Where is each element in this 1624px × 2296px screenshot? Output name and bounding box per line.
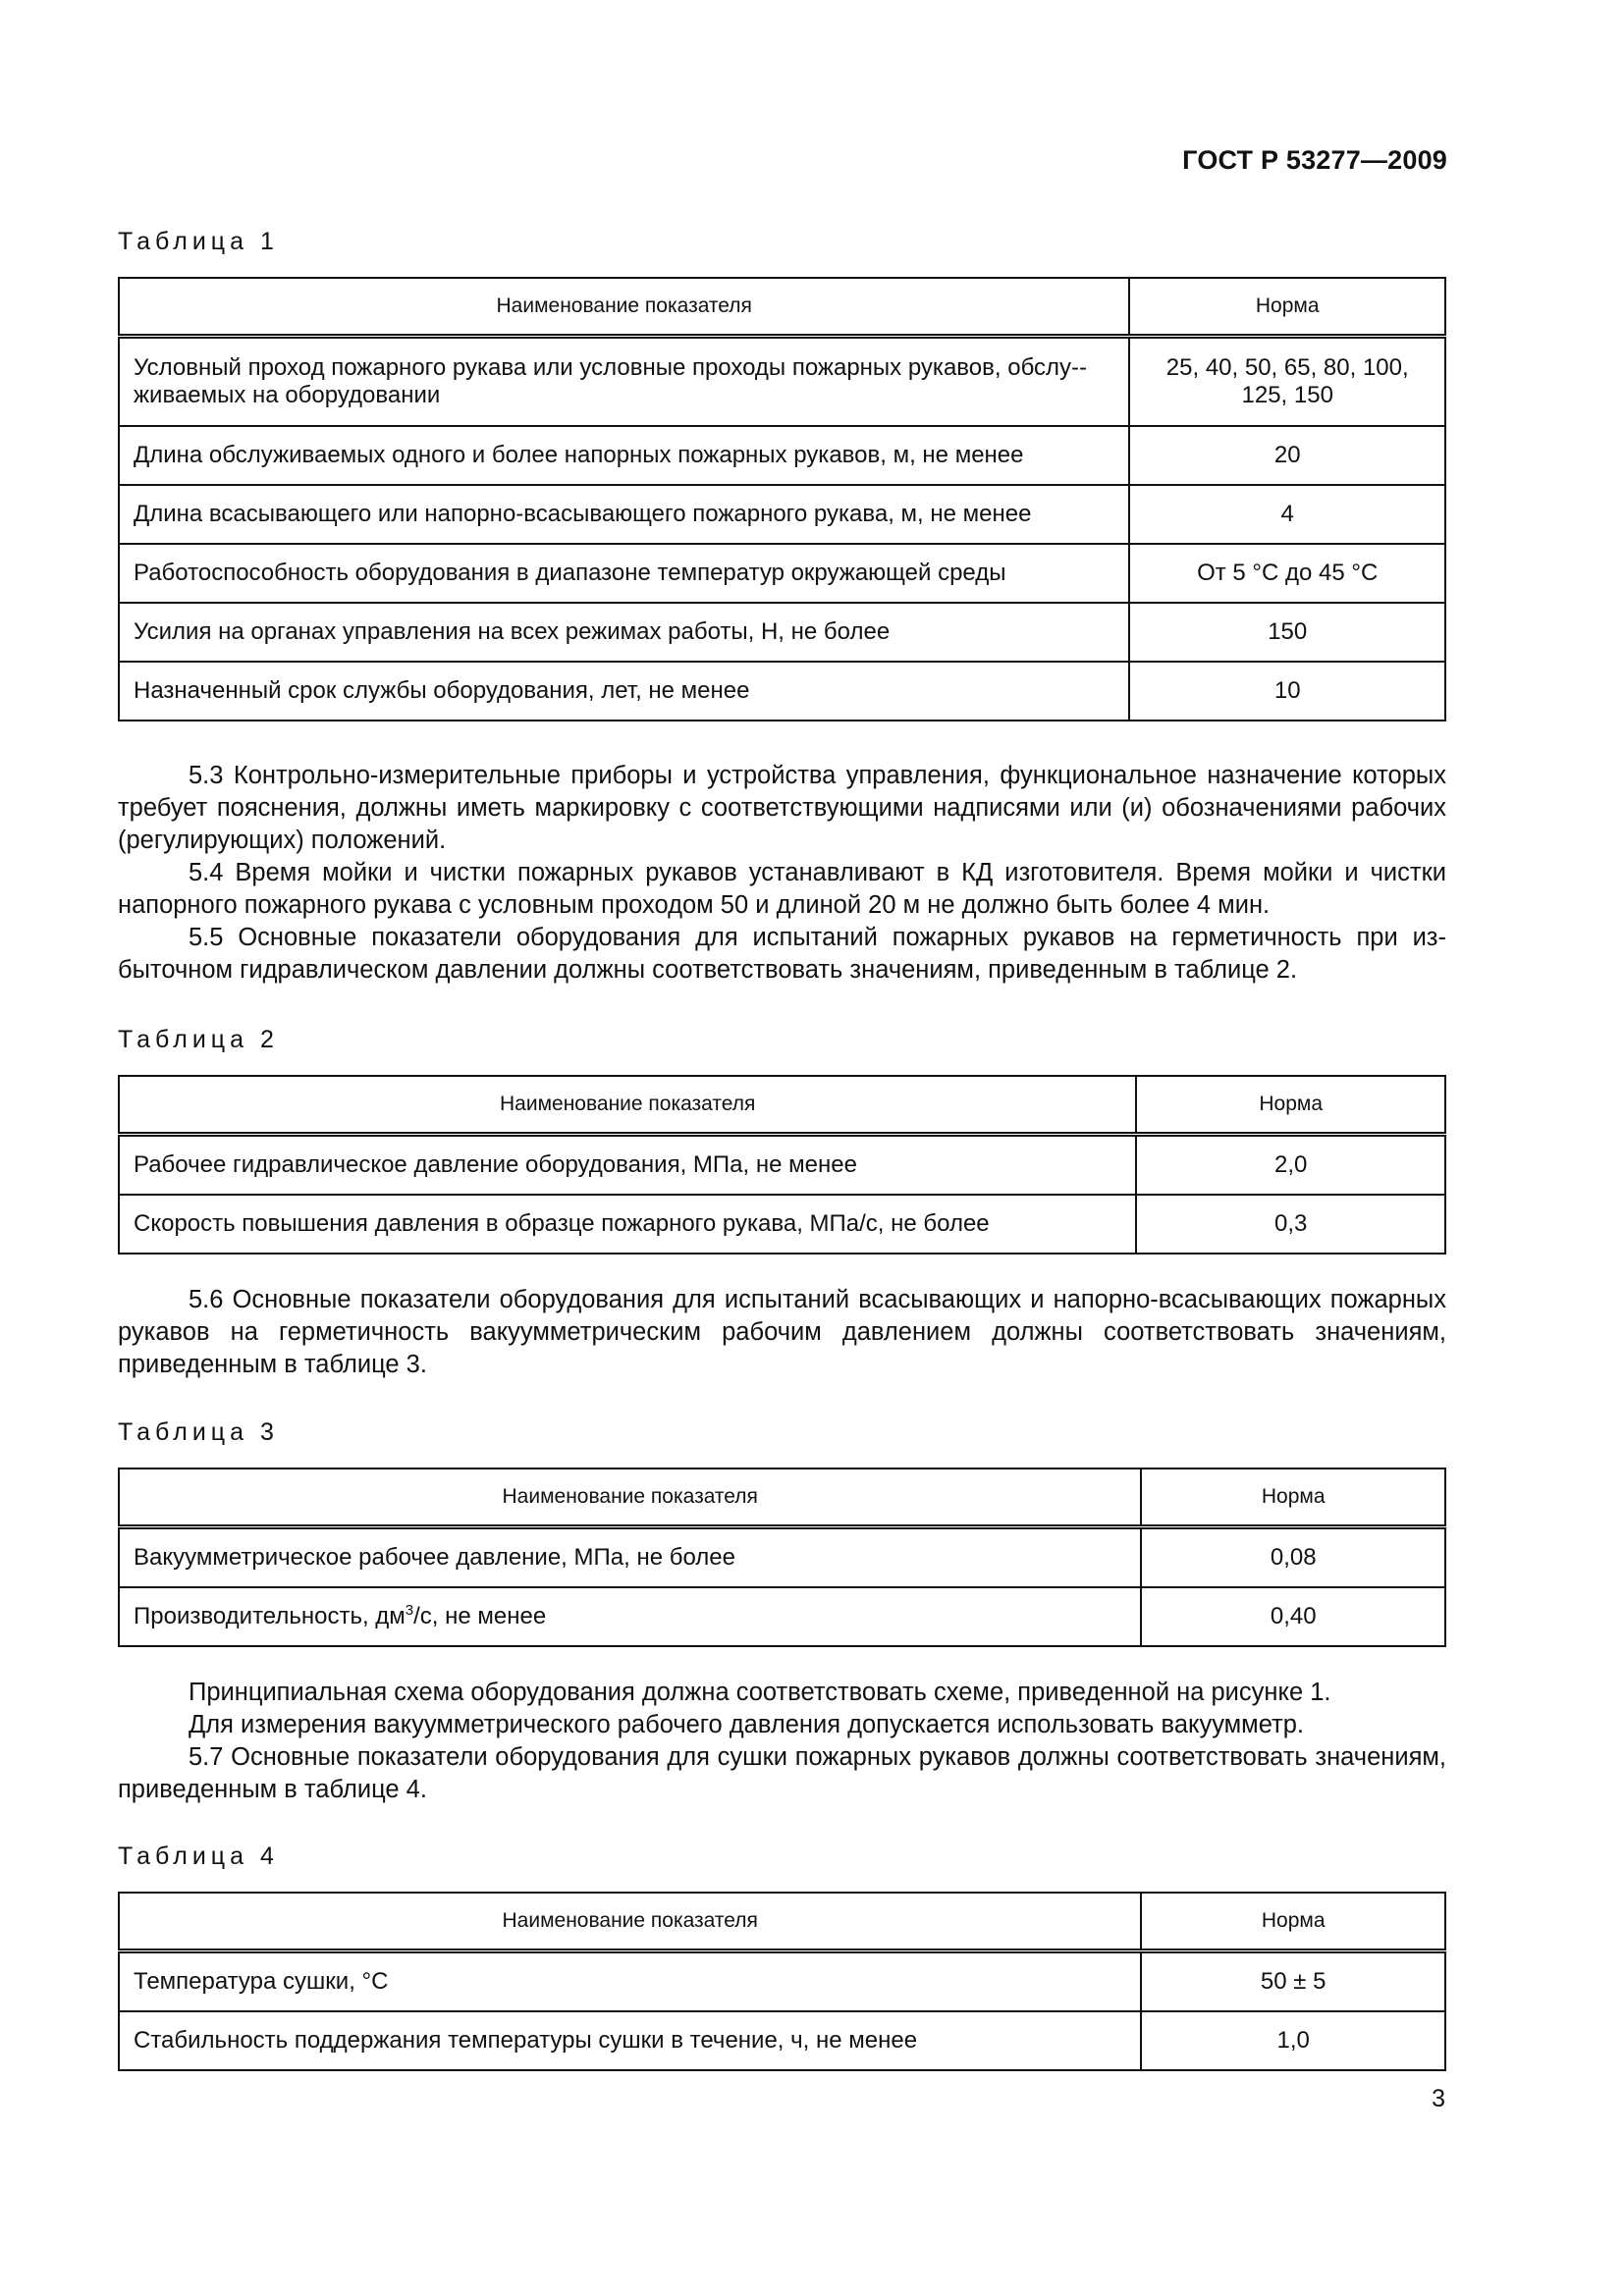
table-1-header-row bbox=[119, 278, 1445, 337]
table-row bbox=[119, 1195, 1445, 1254]
paragraph-5-5: 5.5 Основные показатели оборудования для испытаний пожарных рукавов на герметичность при избыточном гидравлическом давлении должны соответствовать значениям, приведенным в таблице 2. bbox=[118, 924, 1446, 984]
paragraph-5-7: 5.7 Основные показатели оборудования для сушки пожарных рукавов должны соответствовать значениям, приведенным в таблице 4. bbox=[118, 1743, 1446, 1803]
table-row bbox=[119, 485, 1445, 544]
paragraph-scheme: Принципиальная схема оборудования должна соответствовать схеме, приведенной на рисунке 1. bbox=[189, 1679, 1331, 1706]
table-2-header-name: Наименование показателя bbox=[119, 1076, 1136, 1135]
paragraph-vacuum-gauge: Для измерения вакуумметрического рабочего давления допускается использовать вакуумметр. bbox=[189, 1711, 1304, 1738]
table-2-row-2-value: 0,3 bbox=[1136, 1195, 1445, 1254]
paragraph-5-6: 5.6 Основные показатели оборудования для испытаний всасывающих и напорно-всасывающих пожарных рукавов на герметичность вакуумметрическим рабочим давлением должны соответствовать значениям, приведенным в таблице 3. bbox=[118, 1286, 1446, 1378]
table-row bbox=[119, 1135, 1445, 1196]
table-row bbox=[119, 426, 1445, 485]
table-3-row-2-name-text: Производительность, дм bbox=[134, 1603, 406, 1629]
table-1-row-2-value: 20 bbox=[1129, 426, 1445, 485]
table-2-row-1-name: Рабочее гидравлическое давление оборудования, МПа, не менее bbox=[119, 1135, 1136, 1196]
table-1-row-1-value: 25, 40, 50, 65, 80, 100, 125, 150 bbox=[1129, 337, 1445, 427]
table-row bbox=[119, 1527, 1445, 1588]
table-3-header-row bbox=[119, 1468, 1445, 1527]
paragraph-5-4: 5.4 Время мойки и чистки пожарных рукавов устанавливают в КД изготовителя. Время мойки и чистки напорного пожарного рукава с условным проходом 50 и длиной 20 м не должно быть более 4 мин. bbox=[118, 859, 1446, 919]
table-4-row-2-value: 1,0 bbox=[1141, 2011, 1445, 2070]
document-id: ГОСТ Р 53277—2009 bbox=[1182, 145, 1447, 175]
table-3-header-name: Наименование показателя bbox=[119, 1468, 1141, 1527]
table-3-row-2-name bbox=[119, 1587, 1141, 1646]
paragraph-group-a bbox=[118, 760, 1446, 987]
table-2-header-row bbox=[119, 1076, 1445, 1135]
table-4-row-2-name: Стабильность поддержания температуры сушки в течение, ч, не менее bbox=[119, 2011, 1141, 2070]
table-row bbox=[119, 2011, 1445, 2070]
cubic-superscript: 3 bbox=[405, 1602, 414, 1619]
table-3-row-2-name-suffix: /с, не менее bbox=[413, 1603, 547, 1629]
table-1-row-4-name: Работоспособность оборудования в диапазоне температур окружающей среды bbox=[119, 544, 1129, 603]
table-4-row-1-name: Температура сушки, °С bbox=[119, 1951, 1141, 2012]
table-3-row-1-name: Вакуумметрическое рабочее давление, МПа, не более bbox=[119, 1527, 1141, 1588]
table-row bbox=[119, 662, 1445, 721]
table-1-row-1-name: Условный проход пожарного рукава или условные проходы пожарных рукавов, обслу-живаемых на оборудовании bbox=[119, 337, 1129, 427]
table-2-row-2-name: Скорость повышения давления в образце пожарного рукава, МПа/с, не более bbox=[119, 1195, 1136, 1254]
paragraph-5-3: 5.3 Контрольно-измерительные приборы и устройства управления, функциональное назначение которых требует пояснения, должны иметь маркировку с соответствующими надписями или (и) обозначениями рабочих (регулирующих) положений. bbox=[118, 762, 1446, 854]
table-4-header-row bbox=[119, 1893, 1445, 1951]
table-3-caption: Таблица 3 bbox=[118, 1418, 279, 1446]
table-row bbox=[119, 603, 1445, 662]
table-4-caption: Таблица 4 bbox=[118, 1842, 279, 1870]
table-1-header-name: Наименование показателя bbox=[119, 278, 1129, 337]
page-number: 3 bbox=[1432, 2085, 1445, 2112]
table-3-header-norm: Норма bbox=[1141, 1468, 1445, 1527]
table-3-row-2-value: 0,40 bbox=[1141, 1587, 1445, 1646]
table-4 bbox=[118, 1892, 1446, 2071]
table-1-header-norm: Норма bbox=[1129, 278, 1445, 337]
table-1-caption: Таблица 1 bbox=[118, 228, 279, 255]
table-1-row-5-name: Усилия на органах управления на всех режимах работы, Н, не более bbox=[119, 603, 1129, 662]
table-3 bbox=[118, 1468, 1446, 1647]
table-1-row-2-name: Длина обслуживаемых одного и более напорных пожарных рукавов, м, не менее bbox=[119, 426, 1129, 485]
table-2 bbox=[118, 1075, 1446, 1255]
table-1-row-3-name: Длина всасывающего или напорно-всасывающего пожарного рукава, м, не менее bbox=[119, 485, 1129, 544]
paragraph-group-c bbox=[118, 1677, 1446, 1806]
table-row bbox=[119, 337, 1445, 427]
table-4-header-name: Наименование показателя bbox=[119, 1893, 1141, 1951]
table-2-header-norm: Норма bbox=[1136, 1076, 1445, 1135]
table-row bbox=[119, 544, 1445, 603]
table-1-row-6-name: Назначенный срок службы оборудования, лет, не менее bbox=[119, 662, 1129, 721]
table-1 bbox=[118, 277, 1446, 721]
table-2-row-1-value: 2,0 bbox=[1136, 1135, 1445, 1196]
table-row bbox=[119, 1587, 1445, 1646]
table-row bbox=[119, 1951, 1445, 2012]
table-3-row-1-value: 0,08 bbox=[1141, 1527, 1445, 1588]
table-1-row-6-value: 10 bbox=[1129, 662, 1445, 721]
table-4-header-norm: Норма bbox=[1141, 1893, 1445, 1951]
table-1-row-4-value: От 5 °С до 45 °С bbox=[1129, 544, 1445, 603]
table-1-row-5-value: 150 bbox=[1129, 603, 1445, 662]
table-1-row-3-value: 4 bbox=[1129, 485, 1445, 544]
paragraph-group-b bbox=[118, 1284, 1446, 1381]
table-2-caption: Таблица 2 bbox=[118, 1026, 279, 1053]
table-4-row-1-value: 50 ± 5 bbox=[1141, 1951, 1445, 2012]
